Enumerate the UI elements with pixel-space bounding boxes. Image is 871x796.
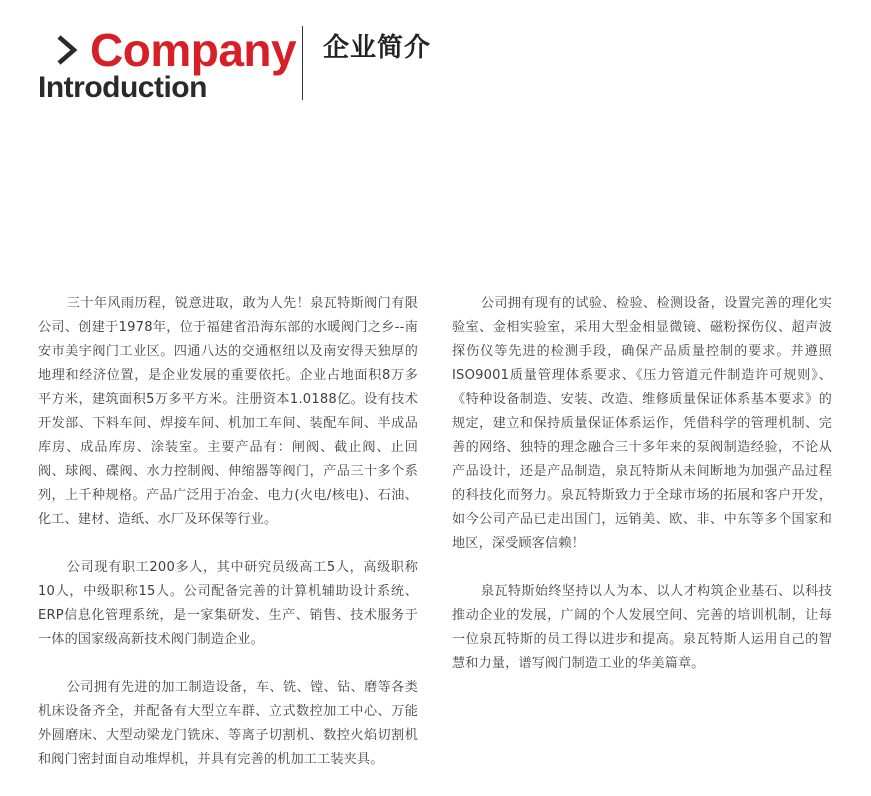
paragraph: 公司拥有先进的加工制造设备，车、铣、镗、钻、磨等各类机床设备齐全，并配备有大型立车群、立式数控加工中心、万能外圆磨床、大型动梁龙门铣床、等离子切割机、数控火焰切割机和阀门密封面自动堆焊机，并具有完善的机加工工装夹具。 (38, 680, 418, 767)
paragraph: 公司拥有现有的试验、检验、检测设备，设置完善的理化实验室、金相实验室，采用大型金相显微镜、磁粉探伤仪、超声波探伤仪等先进的检测手段，确保产品质量控制的要求。并遵照ISO9001质量管理体系要求、《压力管道元件制造许可规则》、《特种设备制造、安装、改造、维修质量保证体系基本要求》的规定，建立和保持质量保证体系运作，凭借科学的管理机制、完善的网络、独特的理念融合三十多年来的泵阀制造经验，不论从产品设计，还是产品制造，泉瓦特斯从未间断地为加强产品过程的科技化而努力。泉瓦特斯致力于全球市场的拓展和客户开发，如今公司产品已走出国门，远销美、欧、非、中东等多个国家和地区，深受顾客信赖！ (452, 296, 832, 551)
page-header (38, 22, 558, 102)
paragraph: 公司现有职工200多人，其中研究员级高工5人，高级职称10人，中级职称15人。公司配备完善的计算机辅助设计系统、ERP信息化管理系统，是一家集研发、生产、销售、技术服务于一体的国家级高新技术阀门制造企业。 (38, 560, 418, 647)
chevron-right-icon (56, 34, 78, 66)
left-column (38, 292, 418, 796)
introduction-heading: Introduction (38, 71, 207, 104)
company-heading: Company (90, 24, 297, 76)
page-title: 企业简介 (323, 33, 432, 63)
header-divider (302, 26, 303, 100)
right-column (452, 292, 832, 700)
paragraph: 泉瓦特斯始终坚持以人为本、以人才构筑企业基石、以科技推动企业的发展，广阔的个人发展空间、完善的培训机制，让每一位泉瓦特斯的员工得以进步和提高。泉瓦特斯人运用自己的智慧和力量，谱写阀门制造工业的华美篇章。 (452, 584, 832, 671)
paragraph: 三十年风雨历程，锐意进取，敢为人先！泉瓦特斯阀门有限公司、创建于1978年，位于福建省沿海东部的水暖阀门之乡--南安市美宇阀门工业区。四通八达的交通枢纽以及南安得天独厚的地理和经济位置，是企业发展的重要依托。企业占地面积8万多平方米，建筑面积5万多平方米。注册资本1.0188亿。设有技术开发部、下料车间、焊接车间、机加工车间、装配车间、半成品库房、成品库房、涂装室。主要产品有：闸阀、截止阀、止回阀、球阀、碟阀、水力控制阀、伸缩器等阀门，产品三十多个系列，上千种规格。产品广泛用于冶金、电力(火电/核电)、石油、化工、建材、造纸、水厂及环保等行业。 (38, 296, 418, 527)
